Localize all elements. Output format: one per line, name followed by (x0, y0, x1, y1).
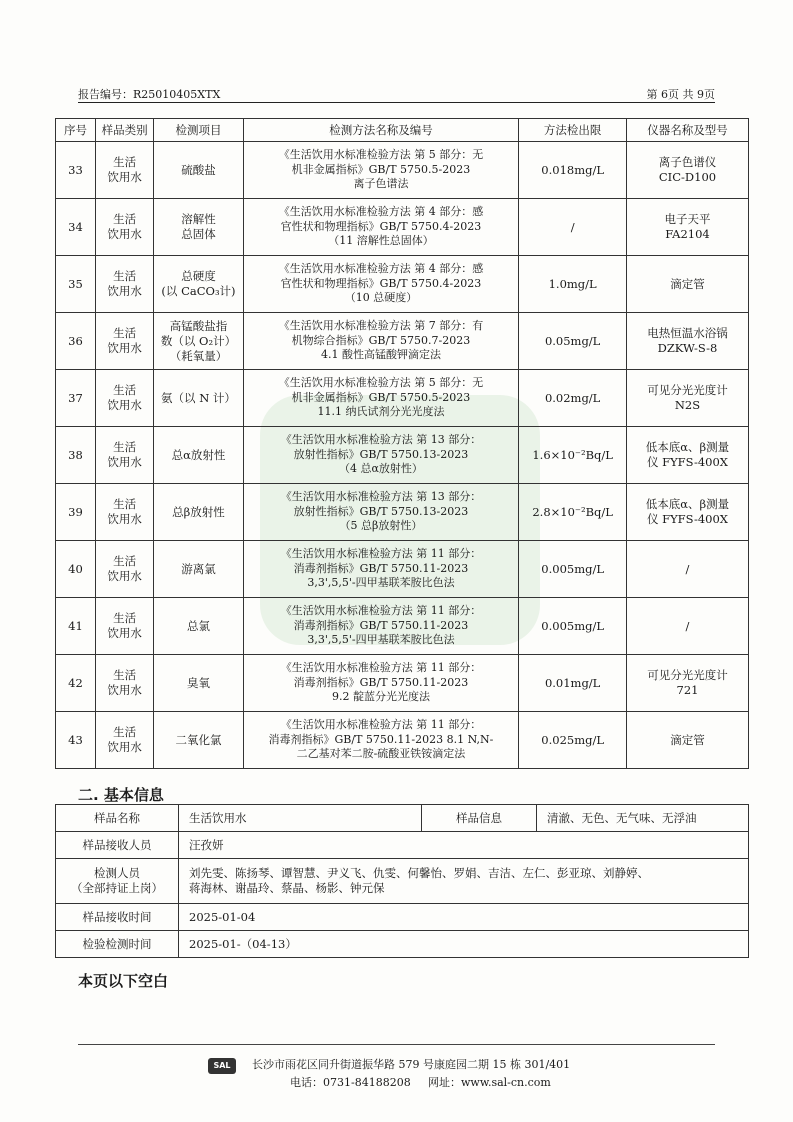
cell-no: 41 (56, 598, 96, 655)
footer-divider (78, 1044, 715, 1045)
cell-limit: 0.005mg/L (519, 598, 627, 655)
cell-limit: 0.005mg/L (519, 541, 627, 598)
cell-limit: 1.0mg/L (519, 256, 627, 313)
cell-method: 《生活饮用水标准检验方法 第 11 部分： 消毒剂指标》GB/T 5750.11-2023 3,3',5,5'-四甲基联苯胺比色法 (243, 541, 519, 598)
page-header (78, 84, 715, 103)
cell-category: 生活 饮用水 (95, 199, 153, 256)
cell-no: 39 (56, 484, 96, 541)
cell-instrument: 可见分光光度计 721 (626, 655, 748, 712)
cell-limit: 0.01mg/L (519, 655, 627, 712)
sample-info-label: 样品信息 (422, 805, 537, 832)
cell-limit: 2.8×10⁻²Bq/L (519, 484, 627, 541)
cell-instrument: 离子色谱仪 CIC-D100 (626, 142, 748, 199)
cell-instrument: 电子天平 FA2104 (626, 199, 748, 256)
sal-logo: SAL (208, 1058, 236, 1074)
cell-category: 生活 饮用水 (95, 142, 153, 199)
footer-tel: 电话：0731-84188208 (290, 1076, 411, 1089)
col-header-instrument: 仪器名称及型号 (626, 119, 748, 142)
footer-address: 长沙市雨花区同升街道振华路 579 号康庭园二期 15 栋 301/401 (252, 1058, 571, 1071)
cell-limit: / (519, 199, 627, 256)
cell-item: 高锰酸盐指 数（以 O₂计） （耗氧量） (154, 313, 243, 370)
cell-method: 《生活饮用水标准检验方法 第 4 部分：感 官性状和物理指标》GB/T 5750.4-2023 （11 溶解性总固体） (243, 199, 519, 256)
cell-no: 36 (56, 313, 96, 370)
table-row (56, 931, 749, 958)
cell-no: 35 (56, 256, 96, 313)
page-number: 第 6页 共 9页 (646, 88, 715, 101)
cell-method: 《生活饮用水标准检验方法 第 13 部分： 放射性指标》GB/T 5750.13-2023 （5 总β放射性） (243, 484, 519, 541)
cell-no: 37 (56, 370, 96, 427)
blank-note: 本页以下空白 (78, 972, 169, 990)
cell-limit: 0.025mg/L (519, 712, 627, 769)
testers-label: 检测人员 （全部持证上岗） (56, 859, 179, 904)
cell-no: 42 (56, 655, 96, 712)
table-row (56, 655, 749, 712)
receiver-value: 汪孜妍 (179, 832, 749, 859)
cell-category: 生活 饮用水 (95, 598, 153, 655)
table-row (56, 370, 749, 427)
cell-instrument: 低本底α、β测量 仪 FYFS-400X (626, 427, 748, 484)
cell-method: 《生活饮用水标准检验方法 第 11 部分： 消毒剂指标》GB/T 5750.11-2023 3,3',5,5'-四甲基联苯胺比色法 (243, 598, 519, 655)
cell-instrument: 可见分光光度计 N2S (626, 370, 748, 427)
cell-instrument: / (626, 541, 748, 598)
cell-method: 《生活饮用水标准检验方法 第 7 部分：有 机物综合指标》GB/T 5750.7-2023 4.1 酸性高锰酸钾滴定法 (243, 313, 519, 370)
cell-category: 生活 饮用水 (95, 370, 153, 427)
receive-time-value: 2025-01-04 (179, 904, 749, 931)
cell-category: 生活 饮用水 (95, 427, 153, 484)
cell-item: 游离氯 (154, 541, 243, 598)
table-row (56, 199, 749, 256)
cell-no: 43 (56, 712, 96, 769)
col-header-category: 样品类别 (95, 119, 153, 142)
receiver-label: 样品接收人员 (56, 832, 179, 859)
sample-name-label: 样品名称 (56, 805, 179, 832)
cell-method: 《生活饮用水标准检验方法 第 11 部分： 消毒剂指标》GB/T 5750.11-2023 8.1 N,N- 二乙基对苯二胺-硫酸亚铁铵滴定法 (243, 712, 519, 769)
cell-limit: 0.05mg/L (519, 313, 627, 370)
cell-instrument: 滴定管 (626, 256, 748, 313)
cell-item: 氨（以 N 计） (154, 370, 243, 427)
cell-instrument: / (626, 598, 748, 655)
cell-limit: 1.6×10⁻²Bq/L (519, 427, 627, 484)
cell-category: 生活 饮用水 (95, 655, 153, 712)
cell-no: 40 (56, 541, 96, 598)
table-row (56, 313, 749, 370)
cell-method: 《生活饮用水标准检验方法 第 11 部分： 消毒剂指标》GB/T 5750.11-2023 9.2 靛蓝分光光度法 (243, 655, 519, 712)
cell-no: 33 (56, 142, 96, 199)
sample-info-value: 清澈、无色、无气味、无浮油 (537, 805, 749, 832)
cell-method: 《生活饮用水标准检验方法 第 4 部分：感 官性状和物理指标》GB/T 5750.4-2023 （10 总硬度） (243, 256, 519, 313)
cell-instrument: 低本底α、β测量 仪 FYFS-400X (626, 484, 748, 541)
cell-item: 二氧化氯 (154, 712, 243, 769)
table-row (56, 598, 749, 655)
cell-instrument: 电热恒温水浴锅 DZKW-S-8 (626, 313, 748, 370)
cell-limit: 0.02mg/L (519, 370, 627, 427)
col-header-no: 序号 (56, 119, 96, 142)
table-row (56, 256, 749, 313)
sample-name-value: 生活饮用水 (179, 805, 422, 832)
cell-no: 34 (56, 199, 96, 256)
cell-no: 38 (56, 427, 96, 484)
table-row (56, 904, 749, 931)
table-row (56, 427, 749, 484)
cell-category: 生活 饮用水 (95, 541, 153, 598)
cell-item: 总硬度 (以 CaCO₃计) (154, 256, 243, 313)
table-row (56, 484, 749, 541)
report-number: 报告编号：R25010405XTX (78, 88, 221, 101)
footer-web: 网址：www.sal-cn.com (428, 1076, 551, 1089)
cell-category: 生活 饮用水 (95, 313, 153, 370)
table-row (56, 541, 749, 598)
cell-item: 总β放射性 (154, 484, 243, 541)
cell-method: 《生活饮用水标准检验方法 第 5 部分：无 机非金属指标》GB/T 5750.5-2023 离子色谱法 (243, 142, 519, 199)
col-header-method: 检测方法名称及编号 (243, 119, 519, 142)
table-row (56, 712, 749, 769)
table-row (56, 142, 749, 199)
cell-item: 总α放射性 (154, 427, 243, 484)
table-header-row (56, 119, 749, 142)
cell-method: 《生活饮用水标准检验方法 第 13 部分： 放射性指标》GB/T 5750.13-2023 （4 总α放射性） (243, 427, 519, 484)
cell-category: 生活 饮用水 (95, 712, 153, 769)
cell-instrument: 滴定管 (626, 712, 748, 769)
test-time-value: 2025-01-（04-13） (179, 931, 749, 958)
col-header-limit: 方法检出限 (519, 119, 627, 142)
table-row (56, 805, 749, 832)
cell-item: 硫酸盐 (154, 142, 243, 199)
test-methods-table (55, 118, 749, 769)
table-row (56, 859, 749, 904)
cell-category: 生活 饮用水 (95, 256, 153, 313)
section-title: 二. 基本信息 (78, 786, 164, 804)
cell-limit: 0.018mg/L (519, 142, 627, 199)
cell-category: 生活 饮用水 (95, 484, 153, 541)
cell-item: 臭氧 (154, 655, 243, 712)
test-time-label: 检验检测时间 (56, 931, 179, 958)
col-header-item: 检测项目 (154, 119, 243, 142)
cell-item: 溶解性 总固体 (154, 199, 243, 256)
table-row (56, 832, 749, 859)
cell-method: 《生活饮用水标准检验方法 第 5 部分：无 机非金属指标》GB/T 5750.5-2023 11.1 纳氏试剂分光光度法 (243, 370, 519, 427)
receive-time-label: 样品接收时间 (56, 904, 179, 931)
testers-value: 刘先雯、陈扬琴、谭智慧、尹义飞、仇雯、何馨怡、罗娟、吉洁、左仁、彭亚琼、刘静婷、 蒋海林、谢晶玲、蔡晶、杨影、钟元保 (179, 859, 749, 904)
basic-info-table (55, 804, 749, 958)
cell-item: 总氯 (154, 598, 243, 655)
